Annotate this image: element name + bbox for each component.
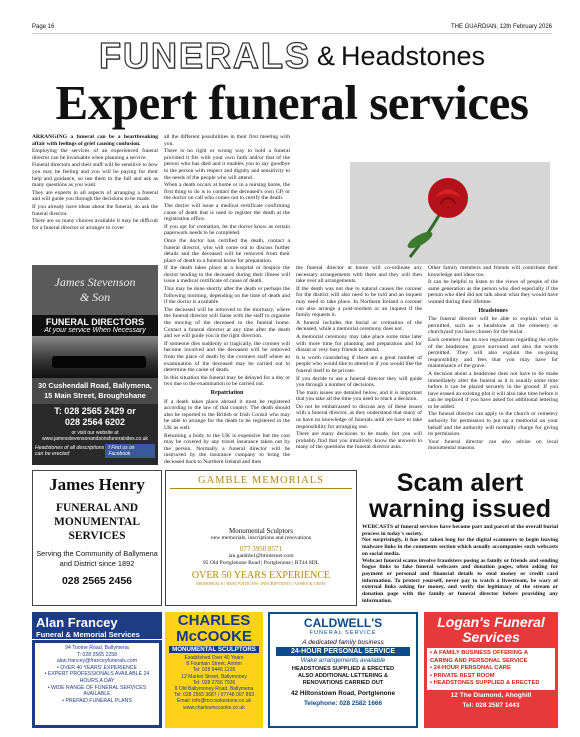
henry-name: James Henry <box>49 475 145 494</box>
scam-paragraph: WEBCASTS of funeral services have become part and parcel of the overall burial process in today's society. <box>362 524 558 537</box>
article-column-2 <box>164 134 290 464</box>
gamble-title: GAMBLE MEMORIALS <box>170 475 352 489</box>
section-banner <box>32 36 552 76</box>
article-paragraph: When a death occurs at home or in a nursing home, the first thing to do is to contact the deceased's own GP, or the doctor on call who comes out to certify the death. <box>164 182 290 202</box>
article-paragraph: If someone dies suddenly or tragically, the coroner will become involved and the deceased will be removed from the place of death by the coroners staff where an examination of the deceased may be carried out to determine the cause of death. <box>164 340 290 374</box>
scam-paragraph: Not surprisingly, it has not taken long for the digital scammers to begin leaving malware links in the comments section which usually accompanies such webcasts on social media. <box>362 537 558 557</box>
stevenson-address-2: 15 Main Street, Broughshane <box>44 391 146 400</box>
gamble-address: 95 Old Portglenone Road | Portglenone | BT44 8DL <box>202 560 320 566</box>
paper-date: THE GUARDIAN, 12th February 2026 <box>450 24 552 30</box>
subheading-repatriation: Repatriation <box>210 389 244 396</box>
mccooke-band: MONUMENTAL SCULPTORS <box>169 646 259 653</box>
article-paragraph: A funeral includes the burial or cremation of the deceased, while a memorial ceremony does not. <box>296 319 422 333</box>
article-paragraph: ARRANGING a funeral can be a heartbreaking affair with feelings of grief causing confusion. <box>32 134 158 147</box>
article-paragraph: The deceased will be removed to the mortuary, where the funeral director will liaise with the staff to organise the moving of the deceased to the funeral home. Contact a funeral director at any time after the death and we will guide you in the right direction. <box>164 306 290 340</box>
caldwell-wake: Wake arrangements available <box>300 657 386 664</box>
ad-james-stevenson[interactable] <box>32 265 158 465</box>
logan-phone: Tel: 028 2587 1443 <box>462 701 520 709</box>
stevenson-name: James Stevenson <box>54 275 136 289</box>
logan-item: • PRIVATE REST ROOM <box>430 672 495 679</box>
caldwell-hours: 24-HOUR PERSONAL SERVICE <box>276 647 410 656</box>
article-paragraph: If you opt for cremation, let the doctor know as certain paperwork needs to be completed. <box>164 223 290 237</box>
article-paragraph: Each cemetery has its own regulations regarding the style of the headstone, grave surround and also the words permitted. They will also explain the on-going responsibility and fees that you may have for maintenance of the grave. <box>428 336 558 370</box>
article-paragraph: There are many decisions to be made, but you will probably find that you intuitively know the answers to many of the questions the funeral director asks. <box>296 431 422 451</box>
article-paragraph: A decision about a headstone does not have to be made immediately after the funeral as it is usually some time before it can be placed securely in the ground. If you have erased an existing plot it will also take time before it can be replaced if you have asked for additional lettering to be added. <box>428 370 558 410</box>
caldwell-extras <box>270 666 416 687</box>
caldwell-name: CALDWELL'S <box>303 616 383 630</box>
stevenson-website-link[interactable]: www.jamesstevensonandsonsfuneralsites.co.uk <box>42 436 148 442</box>
article-headline: Expert funeral services <box>55 75 529 130</box>
article-paragraph: Employing the services of an experienced funeral director can be invaluable when planning a service. <box>32 148 158 161</box>
henry-area: Serving the Community of Ballymena and District since 1892 <box>36 549 158 568</box>
article-paragraph: It can be helpful to listen to the views of people of the same generation as the person who died especially if the person who died did not talk about what they would have wanted during their lifetime. <box>428 279 558 305</box>
francey-line: 94 Toome Road, Ballymena <box>65 645 129 651</box>
article-paragraph: If the death was not due to natural causes the coroner for the district will also need to be told and an inquest may need to take place. In Northern Ireland a coroner can also arrange a post-mortem or an inquest if the family requests it. <box>296 285 422 319</box>
article-paragraph: Do not be embarrassed to discuss any of these issues with a funeral director, as they understand that many of us have no knowledge of funerals until we have to take responsibility for arranging one. <box>296 403 422 430</box>
stevenson-address-1: 30 Cushendall Road, Ballymena, <box>38 381 152 390</box>
ad-logans[interactable] <box>424 612 558 728</box>
mccooke-website[interactable]: www.charlesmccooke.co.uk <box>183 704 245 711</box>
stevenson-footer <box>32 442 158 460</box>
article-paragraph: The funeral director will be able to explain what is permitted, such as a headstone at the cemetery or churchyard you have chosen for the burial. <box>428 316 558 336</box>
stevenson-web-label: or visit our website at <box>71 430 119 436</box>
francey-line: • OVER 40 YEARS' EXPERIENCE <box>57 664 137 671</box>
mccooke-line: Tel: 028 2565 3687 / 07748 007 893 <box>173 692 255 699</box>
francey-line: alan.francey@franceyfunerals.com <box>56 658 138 665</box>
mccooke-line: Tel: 028 9446 1226 <box>192 667 236 674</box>
ad-charles-mccooke[interactable] <box>165 612 263 728</box>
francey-line: • EXPERT PROFESSIONALS AVAILABLE 24 HOURS A DAY <box>44 671 150 684</box>
francey-line: • PREPAID FUNERAL PLANS <box>62 697 132 704</box>
stevenson-suffix: & Son <box>79 290 111 304</box>
stevenson-band-sub: At your service When Necessary <box>44 327 146 334</box>
article-paragraph: This may be done shortly after the death or perhaps the following morning, depending on the time of death and if the doctor is available. <box>164 286 290 306</box>
henry-phone: 028 2565 2456 <box>61 575 133 587</box>
caldwell-tag: A dedicated family business <box>302 639 384 646</box>
article-paragraph: If the death takes place at a hospital or hospice the doctor tending to the deceased during their illness will issue a medical certificate of cause of death. <box>164 265 290 285</box>
article-paragraph: There is no right or wrong way to hold a funeral provided it fits with your own faith and/or that of the person who has died and it enables you to say goodbye to the person with respect and dignity and sensitivity to the needs of the people who will attend. <box>164 148 290 181</box>
francey-sub: Funeral & Memorial Services <box>32 630 162 640</box>
francey-line: T: 028 2565 2258 <box>76 651 118 658</box>
logan-address: 12 The Diamond, Ahoghill <box>450 691 532 699</box>
scam-paragraph: Webcast funeral scams involve fraudsters posing as family or friends and sending bogus links to fake funeral webcasts and donation pages, often asking for payment or personal and financial details to steal money or credit card information. To protect yourself, never pay to watch a livestream, be wary of external links asking for money, and verify the legitimacy of the stream or donation page with the family or funeral director before providing any information. <box>362 557 558 604</box>
logan-item: CARING AND PERSONAL SERVICE <box>430 657 528 664</box>
article-column-1 <box>32 134 158 232</box>
francey-name: Alan Francey <box>36 615 118 630</box>
scam-article <box>362 524 558 604</box>
francey-details <box>35 643 159 725</box>
page-number: Page 16 <box>32 24 55 30</box>
article-column-4 <box>428 265 558 453</box>
gamble-sub: Monumental Sculptors <box>229 527 293 535</box>
article-paragraph: It is worth considering if there are a great number of people who would like to attend or if you would like the funeral itself to be private. <box>296 354 422 374</box>
article-paragraph: Funeral directors and their staff will be sensitive to how you may be feeling and you will be paying for their help and guidance, so use them to the full and ask as many questions as you want. <box>32 162 158 189</box>
mccooke-line: 12 Market Street, Ballymoney <box>181 673 247 680</box>
facebook-icon[interactable]: f Find us on Facebook <box>105 444 155 458</box>
stevenson-phone-1: T: 028 2565 2429 or <box>54 406 136 416</box>
article-paragraph: Your funeral director can also advise on local monumental masons. <box>428 438 558 452</box>
logan-item: • A FAMILY BUSINESS OFFERING A <box>430 650 529 656</box>
caldwell-extra: HEADSTONES SUPPLIED & ERECTED <box>291 666 395 672</box>
logan-item: • 24-HOUR PERSONAL CARE <box>430 665 511 671</box>
logan-item: • HEADSTONES SUPPLIED & ERECTED <box>430 680 540 686</box>
rose-photo <box>350 162 550 264</box>
section-word-funerals: FUNERALS <box>98 35 311 76</box>
article-paragraph: If a death takes place abroad it must be registered according to the law of that country. The death should also be reported to the British or Irish Consul who may be able to arrange for the death to be registered in the UK as well. <box>164 398 290 431</box>
henry-services: FUNERAL AND MONUMENTAL SERVICES <box>53 502 141 542</box>
hearse-photo <box>32 336 158 378</box>
article-paragraph: all the different possibilities in their first meeting with you. <box>164 134 290 147</box>
caldwell-sub: FUNERAL SERVICE <box>309 630 377 636</box>
stevenson-logo <box>32 265 158 315</box>
mccooke-line: Tel: 028 2766 7926 <box>192 679 236 686</box>
article-paragraph: the funeral director at home will co-ordinate any necessary arrangements with them and they will then take over all arrangements. <box>296 265 422 285</box>
mccooke-line: 8 Fountain Street, Antrim <box>186 661 242 668</box>
article-paragraph: If you decide to use a funeral director they will guide you through a number of decisions. <box>296 375 422 389</box>
section-word-headstones: Headstones <box>340 40 486 71</box>
caldwell-extra: RENOVATIONS CARRIED OUT <box>302 680 384 686</box>
gamble-phone: 077 3950 8571 <box>240 545 282 553</box>
caldwell-extra: ALSO ADDITIONAL LETTERING & <box>297 673 389 679</box>
logan-list <box>427 648 555 690</box>
article-paragraph: The doctor will issue a medical certificate confirming cause of death that is used to register the death at the registration office. <box>164 202 290 223</box>
article-paragraph: Other family members and friends will contribute their knowledge and ideas too. <box>428 265 558 278</box>
section-ampersand: & <box>316 40 335 71</box>
ad-caldwells[interactable] <box>268 612 418 728</box>
rose-icon <box>350 162 550 264</box>
ad-gamble-memorials[interactable] <box>165 470 357 606</box>
article-column-3 <box>296 265 422 452</box>
logan-name: Logan's Funeral Services <box>437 614 545 645</box>
page-header <box>32 24 552 34</box>
article-paragraph: There are so many choices available it may be difficult for a funeral director or arranger to cover <box>32 218 158 231</box>
caldwell-phone: Telephone: 028 2582 1666 <box>303 700 383 707</box>
article-paragraph: If you already have ideas about the funeral, do ask the funeral director. <box>32 203 158 217</box>
scam-headline: Scam alert warning issued <box>369 469 551 523</box>
gamble-line: new memorials, inscriptions and renovations <box>210 535 312 541</box>
article-paragraph: Returning a body to the UK is expensive but the cost may be covered by any travel insurance taken out by the person. Normally a funeral director will be instructed by the insurance company to bring the deceased back to Northern Ireland and then <box>164 432 290 464</box>
ad-james-henry[interactable] <box>32 470 162 606</box>
francey-line: • WIDE RANGE OF FUNERAL SERVICES AVAILABLE <box>47 684 147 698</box>
gamble-footer: MEMORIALS | RENOVATIONS | INSCRIPTIONS | ASHES & URNS <box>196 581 326 586</box>
article-paragraph: They are experts in all aspects of arranging a funeral and will guide you through the decisions to be made. <box>32 189 158 203</box>
article-paragraph: In this situation the funeral may be delayed for a day or two due to the examination to be carried out. <box>164 374 290 388</box>
stevenson-address <box>32 378 158 404</box>
mccooke-line: Established Over 40 Years <box>184 655 244 661</box>
mccooke-name-2: McCOOKE <box>176 628 252 645</box>
article-paragraph: The funeral director can apply to the church or cemetery authority for permission to put up a memorial on your behalf and the authority will normally charge for giving its permission. <box>428 411 558 438</box>
subheading-headstones: Headstones <box>478 307 508 314</box>
mccooke-line: Email: info@mccookestone.co.uk <box>177 698 251 705</box>
article-paragraph: The main issues are detailed below, and it is important that you take all the time you need to reach a decision. <box>296 389 422 403</box>
caldwell-address: 42 Hiltonstown Road, Portglenone <box>290 690 396 697</box>
article-paragraph: Once the doctor has certified the death, contact a funeral director, who will come out to discuss further details and the deceased will be removed from their place of death to a funeral home for preparation. <box>164 237 290 264</box>
gamble-years: OVER 50 YEARS EXPERIENCE <box>191 570 331 581</box>
gamble-email: ian.gamble1@btinternet.com <box>228 553 294 559</box>
article-paragraph: A memorial ceremony may take place some time later with more time for planning and preparation and for distant or very busy friends to attend. <box>296 333 422 354</box>
stevenson-band <box>32 315 158 336</box>
mccooke-line: 9 Old Ballymoney Road, Ballymena <box>174 686 254 693</box>
ad-alan-francey[interactable] <box>32 612 162 728</box>
stevenson-phones <box>32 404 158 430</box>
stevenson-phone-2: 028 2564 6202 <box>64 417 126 427</box>
mccooke-name-1: CHARLES <box>177 612 251 629</box>
stevenson-band-title: FUNERAL DIRECTORS <box>45 317 145 327</box>
stevenson-footer-text: Headstones of all descriptions can be erected <box>35 445 105 457</box>
